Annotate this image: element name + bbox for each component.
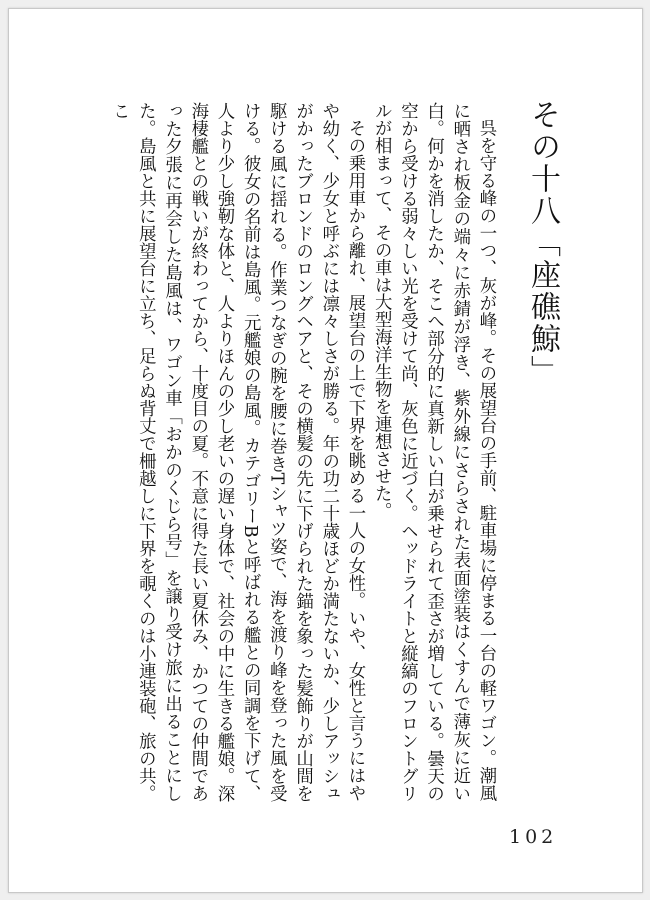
chapter-title: その十八「座礁鯨」 bbox=[525, 99, 560, 387]
paragraph: 呉を守る峰の一つ、灰が峰。その展望台の手前、駐車場に停まる一台の軽ワゴン。潮風に晒され板金の端々に赤錆が浮き、紫外線にさらされた表面塗装はくすんで薄灰に近い白。何かを消したか、そこへ部分的に真新しい白が乗せられて歪さが増している。曇天の空から受ける弱々しい光を受けて尚、灰色に近づく。ヘッドライトと縦縞のフロントグリルが相まって、その車は大型海洋生物を連想させた。 bbox=[371, 102, 496, 802]
page-number: 102 bbox=[509, 826, 558, 848]
body-text bbox=[106, 102, 499, 802]
paragraph: その乗用車から離れ、展望台の上で下界を眺める一人の女性。いや、女性と言うにはやや幼く、少女と呼ぶには凛々しさが勝る。年の功二十歳ほどか満たないか、少しアッシュがかったブロンドのロングヘアと、その横髪の先に下げられた錨を象った髪飾りが山間を駆ける風に揺れる。作業つなぎの腕を腰に巻きTシャツ姿で、海を渡り峰を登った風を受ける。彼女の名前は島風。元艦娘の島風。カテゴリーBと呼ばれる艦との同調を下げて、人より少し強靭な体と、人よりほんの少し老いの遅い身体で、社会の中に生きる艦娘。深海棲艦との戦いが終わってから、十度目の夏。不意に得た長い夏休み、かつての仲間であった夕張に再会した島風は、ワゴン車「おかのくじら号」を譲り受け旅に出ることにした。島風と共に展望台に立ち、足らぬ背丈で柵越しに下界を覗くのは小連装砲、旅の共。こ bbox=[109, 102, 365, 802]
book-page bbox=[8, 8, 643, 893]
